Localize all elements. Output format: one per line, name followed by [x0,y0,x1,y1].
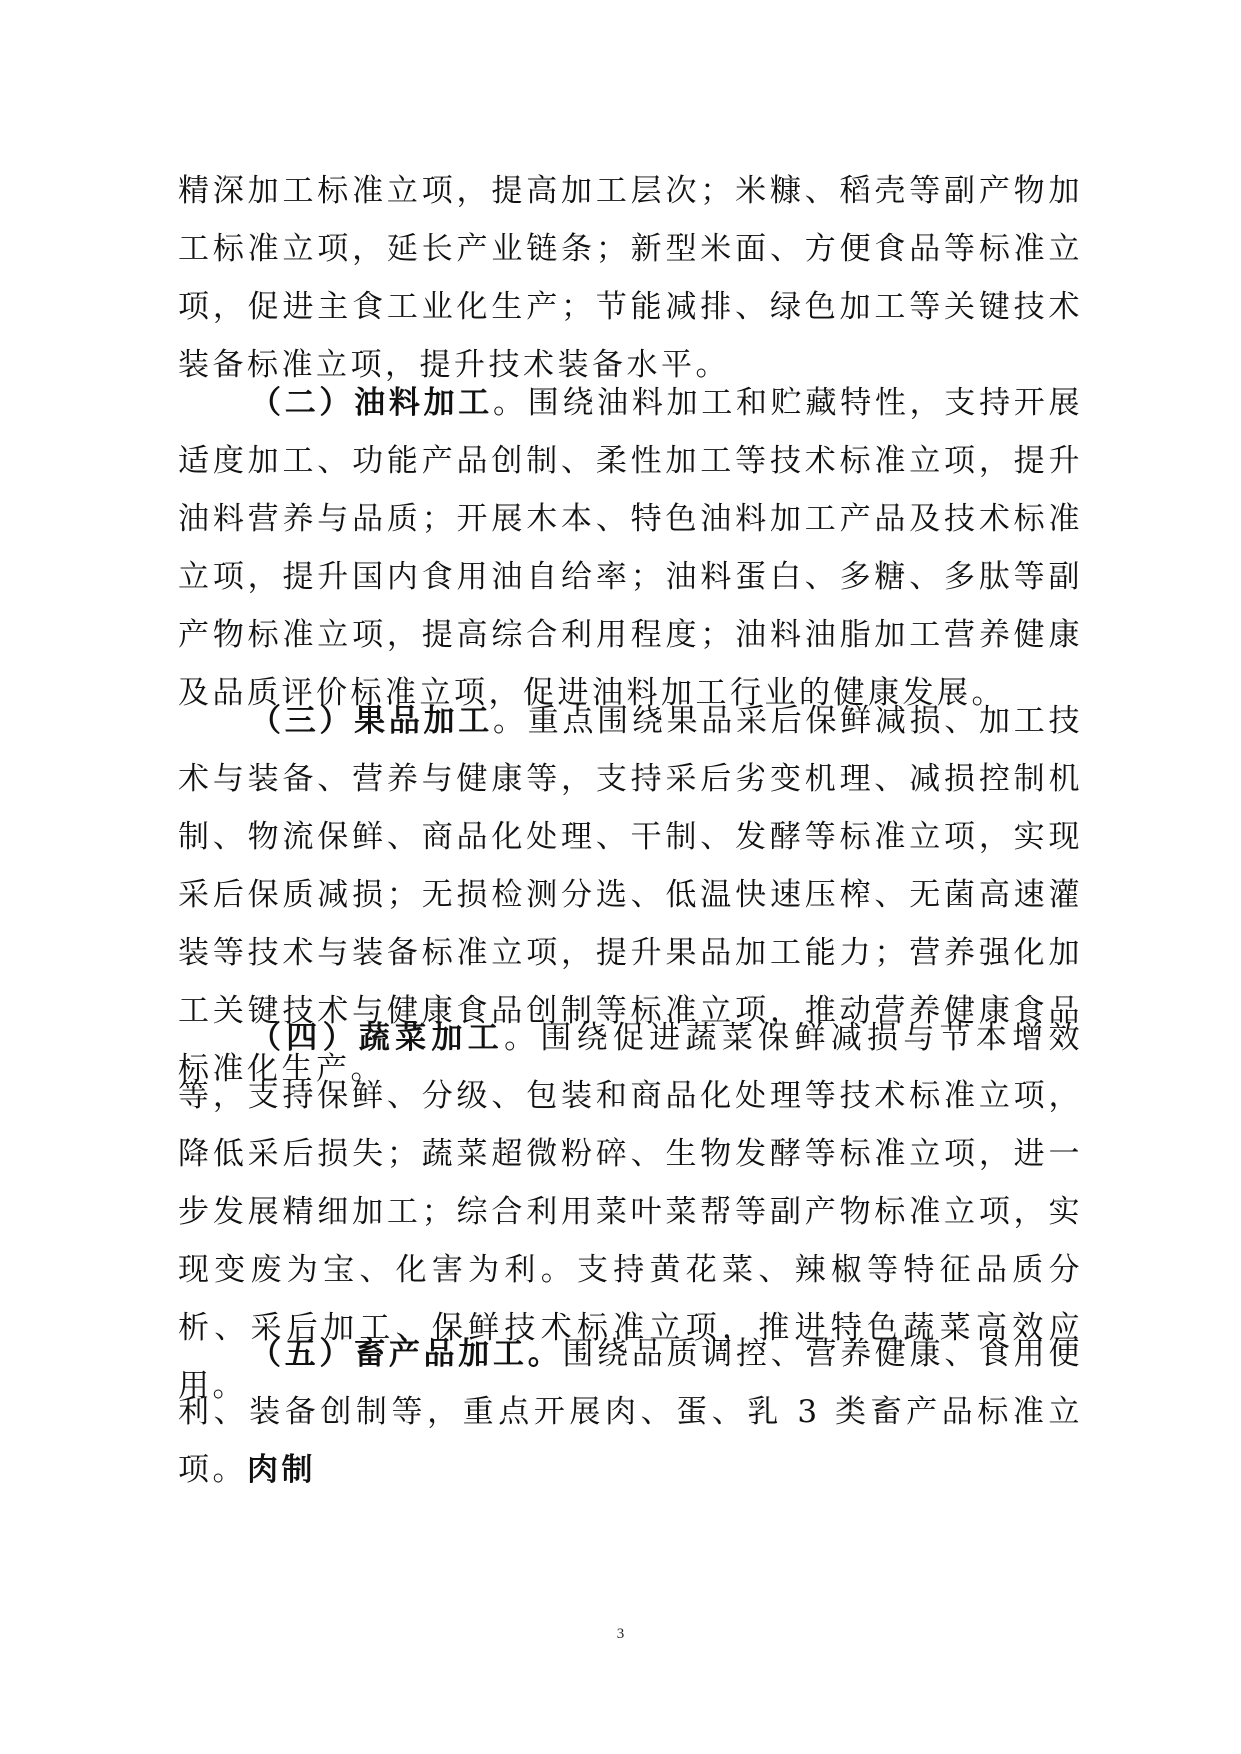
section-oil-processing [178,374,1083,722]
body-text [178,162,1083,394]
paragraph-text: 。重点围绕果品采后保鲜减损、加工技术与装备、营养与健康等，支持采后劣变机理、减损控制机制、物流保鲜、商品化处理、干制、发酵等标准立项，实现采后保质减损；无损检测分选、低温快速压榨、无菌高速灌装等技术与装备标准立项，提升果品加工能力；营养强化加工关键技术与健康食品创制等标准立项，推动营养健康食品标准化生产。 [178,703,1084,1087]
subsection-heading-start: 肉制 [247,1452,316,1488]
section-heading: （三）果品加工 [250,703,494,739]
paragraph-text: 精深加工标准立项，提高加工层次；米糠、稻壳等副产物加工标准立项，延长产业链条；新型米面、方便食品等标准立项，促进主食工业化生产；节能减排、绿色加工等关键技术装备标准立项，提升技术装备水平。 [178,173,1083,383]
paragraph-text: 围绕品质调控、营养健康、食用便利、装备创制等，重点开展肉、蛋、乳 3 类畜产品标准立项。 [178,1336,1084,1488]
paragraph-continuation [178,162,1083,394]
section-heading: （五）畜产品加工。 [250,1336,563,1372]
page-number: 3 [616,1626,625,1642]
paragraph-text: 。围绕油料加工和贮藏特性，支持开展适度加工、功能产品创制、柔性加工等技术标准立项，提升油料营养与品质；开展木本、特色油料加工产品及技术标准立项，提升国内食用油自给率；油料蛋白、多糖、多肽等副产物标准立项，提高综合利用程度；油料油脂加工营养健康及品质评价标准立项，促进油料加工行业的健康发展。 [178,385,1084,711]
paragraph [178,374,1083,722]
section-heading: （四）蔬菜加工 [250,1020,505,1056]
section-heading: （二）油料加工 [250,385,494,421]
paragraph-text: 。围绕促进蔬菜保鲜减损与节本增效等，支持保鲜、分级、包装和商品化处理等技术标准立项，降低采后损失；蔬菜超微粉碎、生物发酵等标准立项，进一步发展精细加工；综合利用菜叶菜帮等副产物标准立项，实现变废为宝、化害为利。支持黄花菜、辣椒等特征品质分析、采后加工、保鲜技术标准立项，推进特色蔬菜高效应用。 [178,1020,1084,1404]
paragraph [178,1325,1083,1499]
section-livestock-processing [178,1325,1083,1499]
